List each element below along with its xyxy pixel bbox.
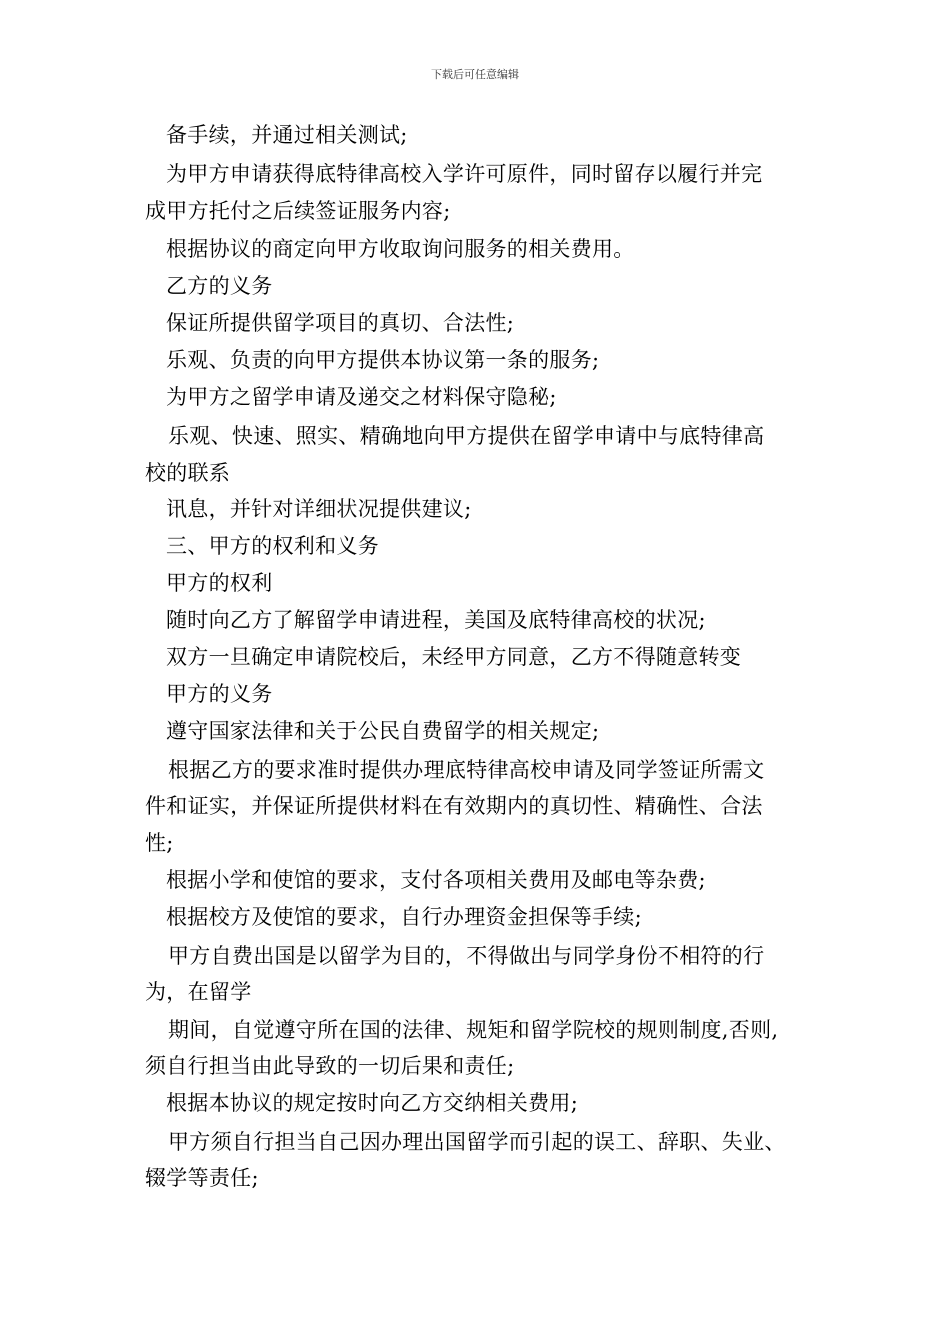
text-line: 甲方须自行担当自己因办理出国留学而引起的误工、辞职、失业、: [168, 1130, 786, 1154]
text-line: 件和证实，并保证所提供材料在有效期内的真切性、精确性、合法: [145, 794, 763, 818]
text-line: 根据协议的商定向甲方收取询问服务的相关费用。: [166, 237, 635, 261]
text-line: 为甲方申请获得底特律高校入学许可原件，同时留存以履行并完: [166, 162, 763, 186]
text-line: 辍学等责任;: [145, 1166, 259, 1190]
text-line: 为，在留学: [145, 980, 252, 1004]
text-line: 甲方的义务: [166, 682, 273, 706]
text-line: 性;: [145, 831, 174, 855]
text-line: 乙方的义务: [166, 274, 273, 298]
text-line: 须自行担当由此导致的一切后果和责任;: [145, 1054, 515, 1078]
text-line: 根据小学和使馆的要求，支付各项相关费用及邮电等杂费;: [166, 868, 706, 892]
text-line: 根据校方及使馆的要求，自行办理资金担保等手续;: [166, 905, 642, 929]
text-line: 备手续，并通过相关测试;: [166, 123, 408, 147]
text-line: 甲方自费出国是以留学为目的，不得做出与同学身份不相符的行: [168, 944, 765, 968]
text-line: 乐观、负责的向甲方提供本协议第一条的服务;: [166, 348, 600, 372]
text-line: 根据乙方的要求准时提供办理底特律高校申请及同学签证所需文: [168, 758, 765, 782]
text-line: 遵守国家法律和关于公民自费留学的相关规定;: [166, 719, 600, 743]
text-line: 为甲方之留学申请及递交之材料保守隐秘;: [166, 385, 557, 409]
text-line: 甲方的权利: [166, 571, 273, 595]
text-line: 校的联系: [145, 461, 231, 485]
text-line: 期间，自觉遵守所在国的法律、规矩和留学院校的规则制度,否则,: [168, 1018, 779, 1042]
text-line: 双方一旦确定申请院校后，未经甲方同意，乙方不得随意转变: [166, 645, 742, 669]
text-line: 讯息，并针对详细状况提供建议;: [166, 497, 472, 521]
section-heading: 三、甲方的权利和义务: [166, 534, 379, 558]
page-header: 下载后可任意编辑: [431, 68, 519, 81]
text-line: 保证所提供留学项目的真切、合法性;: [166, 311, 515, 335]
text-line: 随时向乙方了解留学申请进程，美国及底特律高校的状况;: [166, 608, 706, 632]
text-line: 根据本协议的规定按时向乙方交纳相关费用;: [166, 1091, 579, 1115]
text-line: 乐观、快速、照实、精确地向甲方提供在留学申请中与底特律高: [168, 424, 765, 448]
text-line: 成甲方托付之后续签证服务内容;: [145, 199, 451, 223]
